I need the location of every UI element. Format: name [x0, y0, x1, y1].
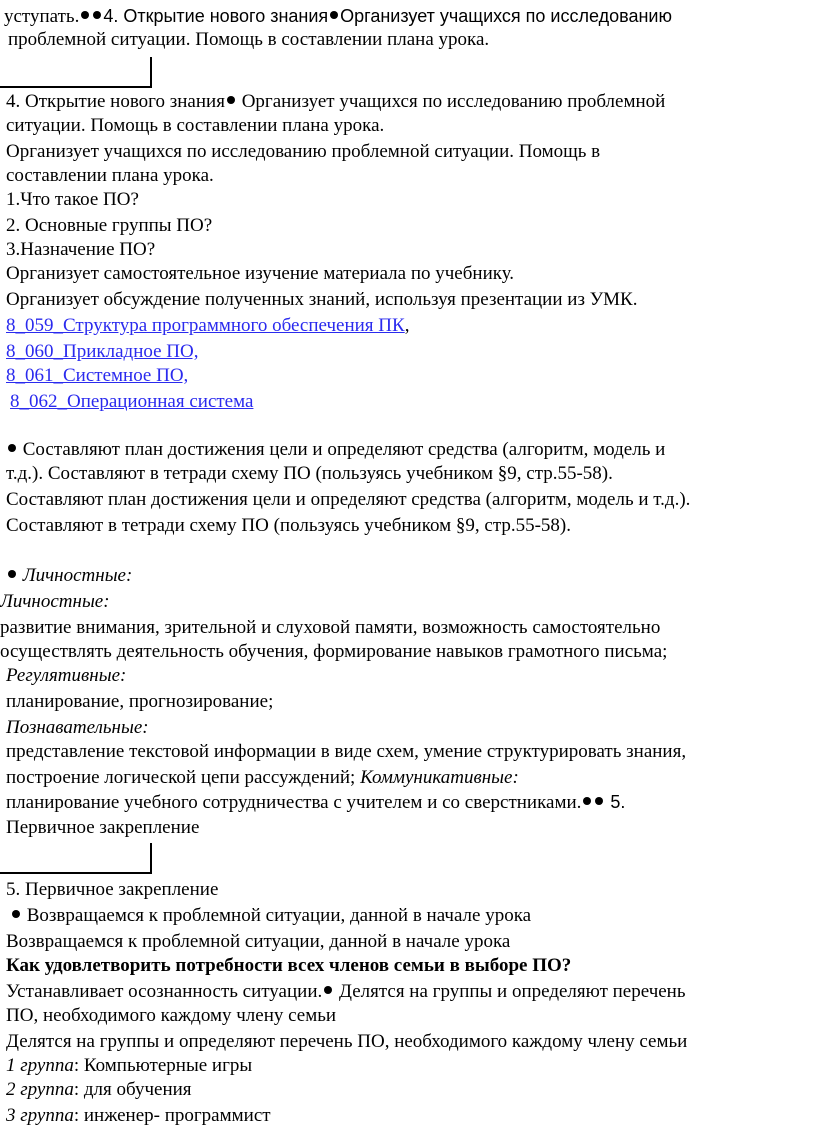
bullet-icon — [595, 797, 603, 805]
text-line — [6, 564, 132, 588]
text-fragment: 4. Открытие нового знания — [103, 6, 329, 26]
text-line: ПО, необходимого каждому члену семьи — [6, 1005, 337, 1026]
text-fragment: 1 группа — [6, 1055, 74, 1076]
text-line: Как удовлетворить потребности всех членов семьи в выборе ПО? — [6, 955, 572, 976]
text-line — [6, 340, 198, 364]
text-fragment: 5. — [605, 792, 626, 812]
text-line — [10, 390, 253, 414]
text-line: 5. Первичное закрепление — [6, 879, 219, 900]
text-line: Составляют план достижения цели и определяют средства (алгоритм, модель и т.д.). — [6, 489, 691, 510]
text-fragment: Составляют план достижения цели и определяют средства (алгоритм, модель и — [18, 439, 666, 460]
text-fragment: построение логической цепи рассуждений; — [6, 767, 361, 788]
text-line: 1.Что такое ПО? — [6, 189, 139, 210]
text-fragment: : для обучения — [73, 1079, 192, 1100]
text-line: Возвращаемся к проблемной ситуации, данной в начале урока — [6, 931, 511, 952]
text-line — [6, 90, 665, 114]
text-line: 2. Основные группы ПО? — [6, 215, 213, 236]
text-line: т.д.). Составляют в тетради схему ПО (пользуясь учебником §9, стр.55-58). — [6, 463, 613, 484]
bullet-icon — [8, 570, 16, 578]
text-line — [10, 904, 531, 928]
text-fragment: 4. Открытие нового знания — [6, 91, 225, 112]
text-line: Составляют в тетради схему ПО (пользуясь учебником §9, стр.55-58). — [6, 515, 572, 536]
text-line — [6, 980, 686, 1004]
bullet-icon — [227, 96, 235, 104]
text-fragment: Устанавливает осознанность ситуации. — [6, 981, 323, 1002]
text-fragment: 2 группа — [6, 1079, 74, 1100]
text-line: Личностные: — [0, 591, 110, 612]
text-fragment: : Компьютерные игры — [73, 1055, 253, 1076]
text-line — [6, 1078, 192, 1102]
text-line: Первичное закрепление — [6, 817, 200, 838]
text-line: Познавательные: — [6, 717, 149, 738]
bullet-icon — [324, 986, 332, 994]
bullet-icon — [8, 444, 16, 452]
text-line: составлении плана урока. — [6, 165, 214, 186]
text-fragment: Организует учащихся по исследованию — [340, 6, 672, 26]
text-line — [4, 4, 672, 29]
text-line: ситуации. Помощь в составлении плана урока. — [6, 115, 385, 136]
text-line: Организует самостоятельное изучение материала по учебнику. — [6, 263, 515, 284]
link-system-software[interactable]: 8_061_Системное ПО, — [6, 365, 189, 386]
text-fragment: Возвращаемся к проблемной ситуации, данной в начале урока — [22, 905, 532, 926]
text-line — [6, 314, 409, 338]
text-fragment: , — [404, 315, 410, 336]
text-line: проблемной ситуации. Помощь в составлении плана урока. — [8, 29, 490, 50]
text-line: Делятся на группы и определяют перечень ПО, необходимого каждому члену семьи — [6, 1031, 688, 1052]
text-line: осуществлять деятельность обучения, формирование навыков грамотного письма; — [0, 641, 668, 662]
text-line: 3.Назначение ПО? — [6, 239, 156, 260]
text-fragment: : инженер- программист — [73, 1105, 271, 1126]
text-line: Организует учащихся по исследованию проблемной ситуации. Помощь в — [6, 141, 601, 162]
bullet-icon — [81, 11, 89, 19]
link-operating-system[interactable]: 8_062_Операционная система — [10, 391, 254, 412]
bullet-icon — [583, 797, 591, 805]
text-line — [6, 364, 188, 388]
bullet-icon — [12, 910, 20, 918]
text-fragment: Организует учащихся по исследованию проблемной — [236, 91, 666, 112]
text-fragment: уступать. — [4, 6, 80, 27]
text-line — [6, 438, 665, 462]
text-fragment: 3 группа — [6, 1105, 74, 1126]
link-structure-software[interactable]: 8_059_Структура программного обеспечения ПК — [6, 315, 405, 336]
bullet-icon — [330, 11, 338, 19]
text-fragment: Личностные: — [18, 565, 133, 586]
text-fragment: планирование учебного сотрудничества с учителем и со сверстниками. — [6, 792, 582, 813]
text-line: Регулятивные: — [6, 665, 127, 686]
text-line — [6, 790, 625, 815]
text-line — [6, 766, 519, 790]
bullet-icon — [93, 11, 101, 19]
table-cell-border — [0, 843, 152, 874]
text-line — [6, 1054, 252, 1078]
text-line — [6, 1104, 271, 1128]
text-fragment: Делятся на группы и определяют перечень — [334, 981, 686, 1002]
text-line: Организует обсуждение полученных знаний, используя презентации из УМК. — [6, 289, 638, 310]
text-line: представление текстовой информации в виде схем, умение структурировать знания, — [6, 741, 687, 762]
text-fragment: Коммуникативные: — [360, 767, 519, 788]
text-line: планирование, прогнозирование; — [6, 691, 274, 712]
link-applied-software[interactable]: 8_060_Прикладное ПО, — [6, 341, 199, 362]
table-cell-border — [0, 57, 152, 88]
text-line: развитие внимания, зрительной и слуховой памяти, возможность самостоятельно — [0, 617, 661, 638]
